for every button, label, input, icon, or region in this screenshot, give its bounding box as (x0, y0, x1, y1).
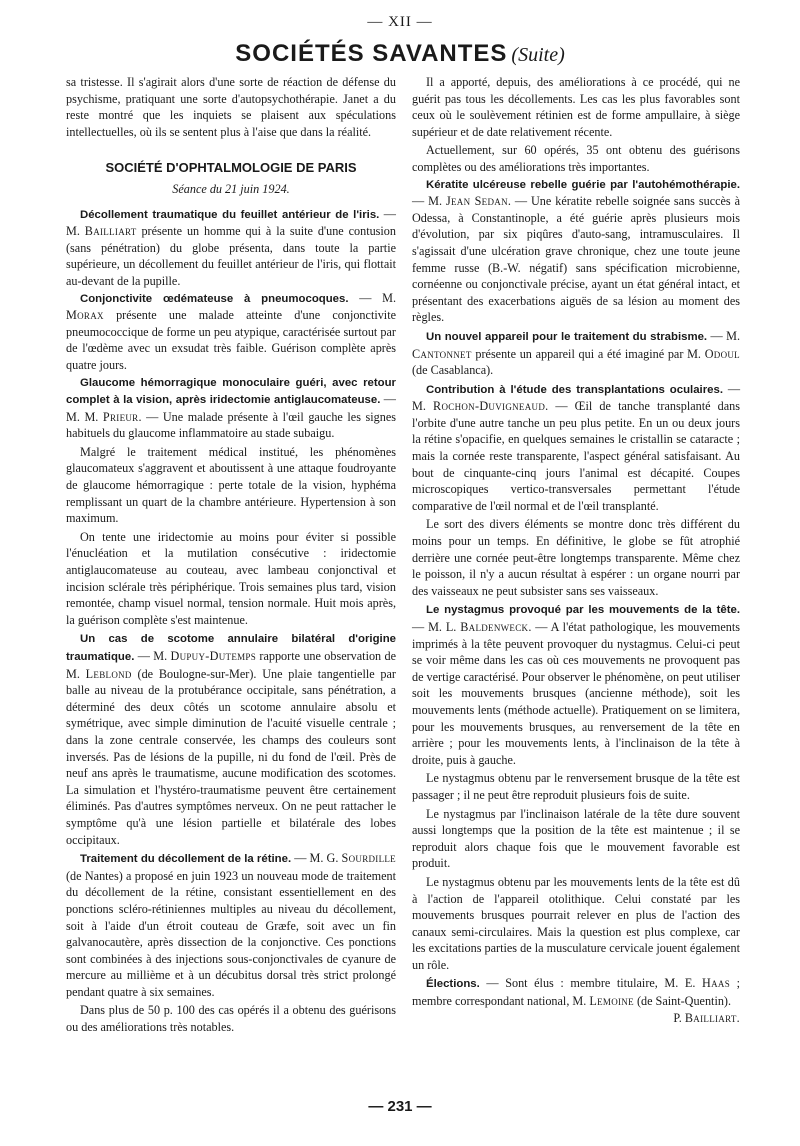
section-title-suffix: (Suite) (511, 44, 565, 66)
section-title (0, 40, 800, 68)
article-text: . — Œil de tanche transplanté dans l'orbite d'une autre tanche un peu plus petite. En un ou deux jours la rétine s'opacifie, en quelques semaines le cristallin se cataracte ; mais la cornée reste transparente, l'aspect général satisfaisant. Au bout de cinquante-cinq jours l'animal est décapité. Coupes microscopiques vertico-transversales permettant l'étude comparative de l'œil normal et de l'œil transplanté. (412, 399, 740, 513)
separator: — M. (134, 649, 171, 663)
page-number: — 231 — (368, 1098, 432, 1115)
article-title: Décollement traumatique du feuillet antérieur de l'iris. (80, 208, 380, 221)
society-heading: SOCIÉTÉ D'OPHTALMOLOGIE DE PARIS (105, 160, 357, 176)
article-text: présente un appareil qui a été imaginé par M. (471, 346, 705, 361)
author-name: Morax (66, 308, 104, 323)
separator: — M. L. (412, 620, 461, 634)
article-glaucome (66, 374, 396, 442)
author-name: Leblond (85, 666, 132, 681)
signature-initial: P. (673, 1010, 685, 1025)
article-scotome (66, 630, 396, 848)
roman-page-header: — XII — (367, 14, 433, 30)
left-column (66, 74, 396, 1036)
author-name: Bailliart (84, 224, 137, 239)
paragraph: Dans plus de 50 p. 100 des cas opérés il a obtenu des guérisons ou des améliorations très notables. (66, 1003, 396, 1035)
separator: — M. M. (66, 392, 396, 424)
separator: — M. (348, 290, 396, 305)
article-elections (412, 975, 740, 1009)
article-text: — Sont élus : membre titulaire, M. E. (479, 976, 702, 991)
article-retine (66, 850, 396, 1000)
author-name: Haas (702, 976, 731, 991)
article-keratite (412, 176, 740, 326)
article-title: Élections. (426, 978, 480, 991)
paragraph: Le nystagmus obtenu par le renversement brusque de la tête est passager ; il ne peut être reproduit plusieurs fois de suite. (412, 771, 740, 802)
article-text: rapporte une observation de M. (66, 649, 396, 681)
article-text: (de Saint-Quentin). (633, 994, 732, 1009)
paragraph: Actuellement, sur 60 opérés, 35 ont obtenu des guérisons complètes ou des améliorations très importantes. (412, 143, 740, 174)
seance-date: Séance du 21 juin 1924. (172, 181, 290, 196)
separator: — M. G. (291, 851, 342, 866)
article-text: . — A l'état pathologique, les mouvements imprimés à la tête peuvent provoquer du nystagmus. Celui-ci peut se voir même dans les cas où ces mouvements ne provoquent pas de vertige caractérisé. Pour observer le phénomène, on peut utiliser soit les mouvements brusques (ancienne méthode), soit les mouvements lents (méthode actuelle). Pratiquement on se limitera, pour les mouvements brusques, au renversement de la tête en arrière ; pour les mouvements lents, à l'inclinaison de la tête à droite, puis à gauche. (412, 620, 740, 767)
article-text: présente un homme qui à la suite d'une contusion (sans pénétration) du globe présenta, dans toute la partie supérieure, un décollement du feuillet antérieur de l'iris, qui flottait au-devant de la pupille. (66, 224, 396, 288)
article-text: présente une malade atteinte d'une conjonctivite pneumococcique de forme un peu atypique, caractérisée surtout par de l'œdème avec un exsudat très faible. Guérison complète après quatre jours. (66, 308, 396, 372)
author-name: Prieur (102, 409, 139, 424)
paragraph: Le nystagmus par l'inclinaison latérale de la tête dure souvent aussi longtemps que la position de la tête est maintenue ; il se reproduit alors chaque fois que le mouvement favorable est produit. (412, 806, 740, 871)
article-text: (de Boulogne-sur-Mer). Une plaie tangentielle par balle au niveau de la protubérance occipitale, sans pénétration, a déterminé des deux côtés un scotome annulaire absolu et symétrique, avec simple diminution de l'acuité visuelle centrale ; dans la zone centrale conservée, les champs des couleurs sont inversés. Pas de lésions de la pupille, ni du fond de l'œil. Près de neuf ans après le traumatisme, aucune modification des scotomes. La simulation et l'hystéro-traumatisme peuvent être certainement éliminés. Pas d'autres symptômes nerveux. On ne peut rattacher le symptôme qu'à une lésion partielle et bilatérale des lobes occipitaux. (66, 666, 396, 847)
article-text: . — Une malade présente à l'œil gauche les signes habituels du glaucome inflammatoire au stade subaigu. (66, 409, 396, 441)
article-text: . — Une kératite rebelle soignée sans succès à Odessa, à Constantinople, a été guérie après plusieurs mois d'évolution, par six piqûres d'auto-sang, intramusculaires. Il s'agissait d'une ulcération grave chronique, chez une toute jeune femme russe (B.-W. négatif) sans spécification microbienne, cornéenne ou conjonctivale précise, ayant un état général intact, et présentant des exacerbations aiguës de sa lésion au moment des règles. (412, 194, 740, 325)
paragraph: Le nystagmus obtenu par les mouvements lents de la tête est dû à l'action de l'appareil otolithique. Celui constaté par les mouvements brusques pourrait relever en plus de l'action des canaux semi-circulaires. Mais la question est plus complexe, car les excitations parties de la musculature cervicale jouent également un rôle. (412, 874, 740, 972)
section-title-text: SOCIÉTÉS SAVANTES (235, 40, 508, 67)
article-title: Un cas de scotome annulaire bilatéral d'origine traumatique. (66, 633, 396, 663)
paragraph: Malgré le traitement médical institué, les phénomènes glaucomateux s'aggravent et aboutissent à une attaque foudroyante de glaucome hémorragique : perte totale de la vision, hyphéma remplissant un quart de la chambre antérieure. Hypertension à son maximum. (66, 444, 396, 526)
article-title: Traitement du décollement de la rétine. (80, 853, 292, 866)
article-strabisme (412, 328, 740, 379)
author-name: Lemoine (589, 994, 634, 1009)
article-text: (de Casablanca). (412, 363, 494, 378)
separator: — M. (412, 194, 446, 209)
article-title: Conjonctivite œdémateuse à pneumocoques. (80, 292, 349, 305)
article-title: Un nouvel appareil pour le traitement du strabisme. (426, 330, 708, 343)
article-nystagmus (412, 601, 740, 768)
author-name: Baldenweck (460, 620, 529, 634)
author-name: Jean Sedan (445, 194, 508, 209)
article-transplantations (412, 381, 740, 515)
article-iris (66, 206, 396, 290)
author-name: Cantonnet (412, 346, 472, 361)
article-title: Kératite ulcéreuse rebelle guérie par l'autohémothérapie. (426, 178, 740, 191)
signature (412, 1010, 740, 1027)
author-name: Rochon-Duvigneaud (433, 399, 546, 414)
article-text: ; membre correspondant national, M. (412, 976, 740, 1009)
right-column (412, 74, 740, 1026)
separator: — M. (412, 381, 741, 414)
article-text: (de Nantes) a proposé en juin 1923 un nouveau mode de traitement du décollement de la rétine, consistant essentiellement en des ponctions scléro-rétiniennes multiples au niveau du décollement, soit à l'aide d'un étroit couteau de Græfe, soit avec un fin galvanocautère, après dissection de la conjonctive. Ces ponctions sont combinées à des injections sous-conjonctivales de cyanure de mercure au millième et à un décubitus dorsal très strict prolongé pendant quatre à six semaines. (66, 868, 396, 999)
author-name: Odoul (704, 346, 740, 361)
article-title: Glaucome hémorragique monoculaire guéri, avec retour complet à la vision, après iridectomie antiglaucomateuse. (66, 376, 396, 407)
article-conjonctivite (66, 290, 396, 374)
intro-paragraph: sa tristesse. Il s'agirait alors d'une sorte de réaction de défense du psychisme, pratiquant une sorte d'autopsychothérapie. Janet a du reste montré que les inquiets se plaisent aux spéculations intellectuelles, où ils se sentent plus à l'aise que dans la réalité. (66, 75, 396, 139)
signature-name: Bailliart. (684, 1010, 740, 1025)
paragraph: On tente une iridectomie au moins pour éviter si possible l'énucléation et la mutilation consécutive : iridectomie antiglaucomateuse au couteau, avec lambeau conjonctival et incision sclérale très périphérique. Trois semaines plus tard, vision remontée, champ visuel normal, tension normale. Huit mois après, la guérison complète s'est maintenue. (66, 529, 396, 627)
separator: — M. (66, 206, 396, 239)
article-title: Contribution à l'étude des transplantations oculaires. (426, 383, 723, 396)
author-name: Dupuy-Dutemps (170, 649, 257, 663)
paragraph: Il a apporté, depuis, des améliorations à ce procédé, qui ne guérit pas tous les décollements. Les cas les plus favorables sont ceux où le soulèvement rétinien est de forme ampullaire, à siège supérieur et de date relativement récente. (412, 75, 740, 139)
paragraph: Le sort des divers éléments se montre donc très différent du moins pour un temps. En définitive, le globe se fût atrophié derrière une cornée peut-être longtemps transparente. Même chez le poisson, il n'y a aucun résultat à espérer : un organe nourri par des vaisseaux ne peut subsister sans ses vaisseaux. (412, 517, 740, 598)
article-title: Le nystagmus provoqué par les mouvements de la tête. (426, 604, 740, 617)
author-name: Sourdille (341, 851, 396, 866)
separator: — M. (707, 328, 740, 343)
